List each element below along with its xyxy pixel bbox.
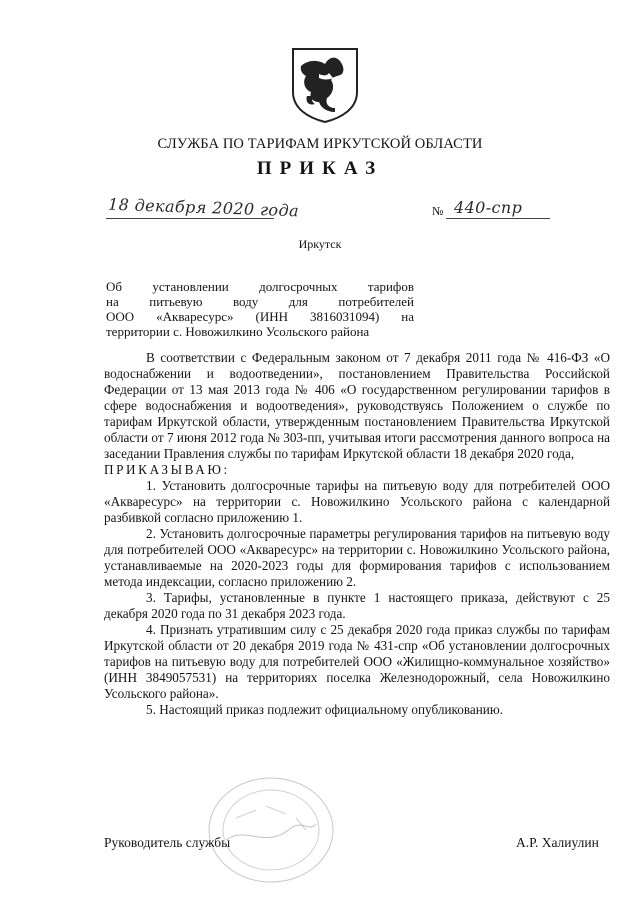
subject-line: ООО «Акваресурс» (ИНН 3816031094) на (106, 309, 414, 324)
document-title: ПРИКАЗ (256, 158, 384, 179)
agency-name: СЛУЖБА ПО ТАРИФАМ ИРКУТСКОЙ ОБЛАСТИ (157, 136, 483, 152)
number-underline (446, 218, 550, 219)
order-item: 3. Тарифы, установленные в пункте 1 настоящего приказа, действуют с 25 декабря 2020 года по 31 декабря 2023 года. (104, 590, 610, 621)
date-underline (106, 218, 274, 219)
city-name: Иркутск (298, 237, 342, 251)
preamble-paragraph: В соответствии с Федеральным законом от 7 декабря 2011 года № 416-ФЗ «О водоснабжении и водоотведении», постановлением Правительства Российской Федерации от 13 мая 2013 года № 406 «О государственном регулировании тарифов в сфере водоснабжения и водоотведения», руководствуясь Положением о службе по тарифам Иркутской области, утвержденным постановлением Правительства Иркутской области от 7 июня 2012 года № 303-пп, учитывая итоги рассмотрения данного вопроса на заседании Правления службы по тарифам Иркутской области 18 декабря 2020 года, (104, 350, 610, 461)
order-item: 5. Настоящий приказ подлежит официальному опубликованию. (146, 702, 504, 717)
subject-line: Об установлении долгосрочных тарифов (106, 279, 414, 294)
order-subject (106, 279, 414, 339)
order-body (104, 350, 610, 718)
signer-position: Руководитель службы (104, 835, 231, 850)
subject-line: территории с. Новожилкино Усольского района (106, 324, 370, 339)
subject-line: на питьевую воду для потребителей (106, 294, 414, 309)
order-word: ПРИКАЗЫВАЮ: (104, 462, 230, 477)
official-stamp-icon (196, 770, 346, 890)
order-item: 4. Признать утратившим силу с 25 декабря 2020 года приказ службы по тарифам Иркутской области от 20 декабря 2019 года № 431-спр «Об установлении долгосрочных тарифов на питьевую воду для потребителей ООО «Жилищно-коммунальное хозяйство» (ИНН 3849057531) на территориях поселка Железнодорожный, села Новожилкино Усольского района». (104, 622, 610, 701)
order-date: 18 декабря 2020 года (107, 194, 300, 221)
signer-name: А.Р. Халиулин (516, 835, 599, 850)
number-label: № (432, 204, 444, 218)
order-item: 1. Установить долгосрочные тарифы на питьевую воду для потребителей ООО «Акваресурс» на территории с. Новожилкино Усольского района с календарной разбивкой согласно приложению 1. (104, 478, 610, 525)
irkutsk-coat-of-arms-icon (289, 46, 361, 124)
order-number: 440-спр (454, 198, 523, 217)
order-item: 2. Установить долгосрочные параметры регулирования тарифов на питьевую воду для потребителей ООО «Акваресурс» на территории с. Новожилкино Усольского района, устанавливаемые на 2020-2023 годы для формирования тарифов с использованием метода индексации, согласно приложению 2. (104, 526, 610, 589)
